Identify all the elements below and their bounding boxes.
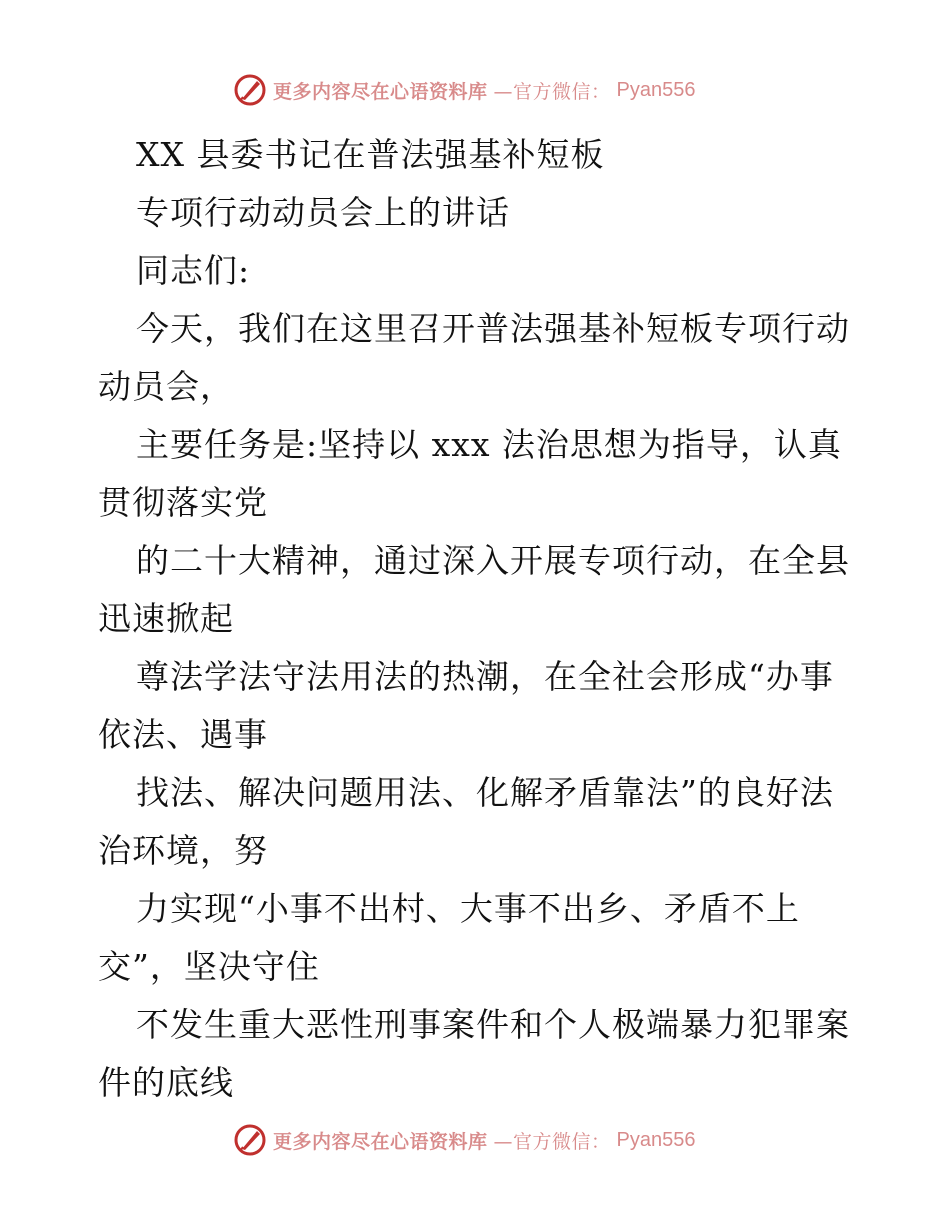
text-line: 同志们:	[136, 251, 251, 290]
text-line: 找法、解决问题用法、化解矛盾靠法”的良好法	[136, 773, 834, 812]
text-line: 主要任务是:坚持以 xxx 法治思想为指导，认真	[136, 425, 842, 464]
text-line: 件的底线	[98, 1063, 234, 1102]
text-line: XX 县委书记在普法强基补短板	[136, 135, 605, 174]
text-line: 力实现“小事不出村、大事不出乡、矛盾不上	[136, 889, 800, 928]
text-line: 交”，坚决守住	[98, 947, 320, 986]
text-line: 动员会，	[98, 367, 234, 406]
header-watermark	[233, 72, 696, 108]
text-line: 专项行动动员会上的讲话	[136, 193, 510, 232]
text-line: 迅速掀起	[98, 599, 234, 638]
watermark-wechat-id: Pyan556	[616, 78, 696, 101]
watermark-suffix: —官方微信：	[493, 80, 611, 103]
text-line: 不发生重大恶性刑事案件和个人极端暴力犯罪案	[136, 1005, 850, 1044]
text-line: 依法、遇事	[98, 715, 268, 754]
document-body	[98, 126, 858, 1112]
text-line: 尊法学法守法用法的热潮，在全社会形成“办事	[136, 657, 834, 696]
text-line: 贯彻落实党	[98, 483, 268, 522]
text-line: 治环境，努	[98, 831, 268, 870]
quill-logo-icon	[233, 1123, 267, 1157]
watermark-text: 更多内容尽在心语资料库	[273, 80, 488, 103]
text-line: 的二十大精神，通过深入开展专项行动，在全县	[136, 541, 850, 580]
watermark-text: 更多内容尽在心语资料库	[273, 1130, 488, 1153]
footer-watermark	[233, 1122, 696, 1158]
watermark-suffix: —官方微信：	[493, 1130, 611, 1153]
watermark-wechat-id: Pyan556	[616, 1128, 696, 1151]
quill-logo-icon	[233, 73, 267, 107]
text-line: 今天，我们在这里召开普法强基补短板专项行动	[136, 309, 850, 348]
